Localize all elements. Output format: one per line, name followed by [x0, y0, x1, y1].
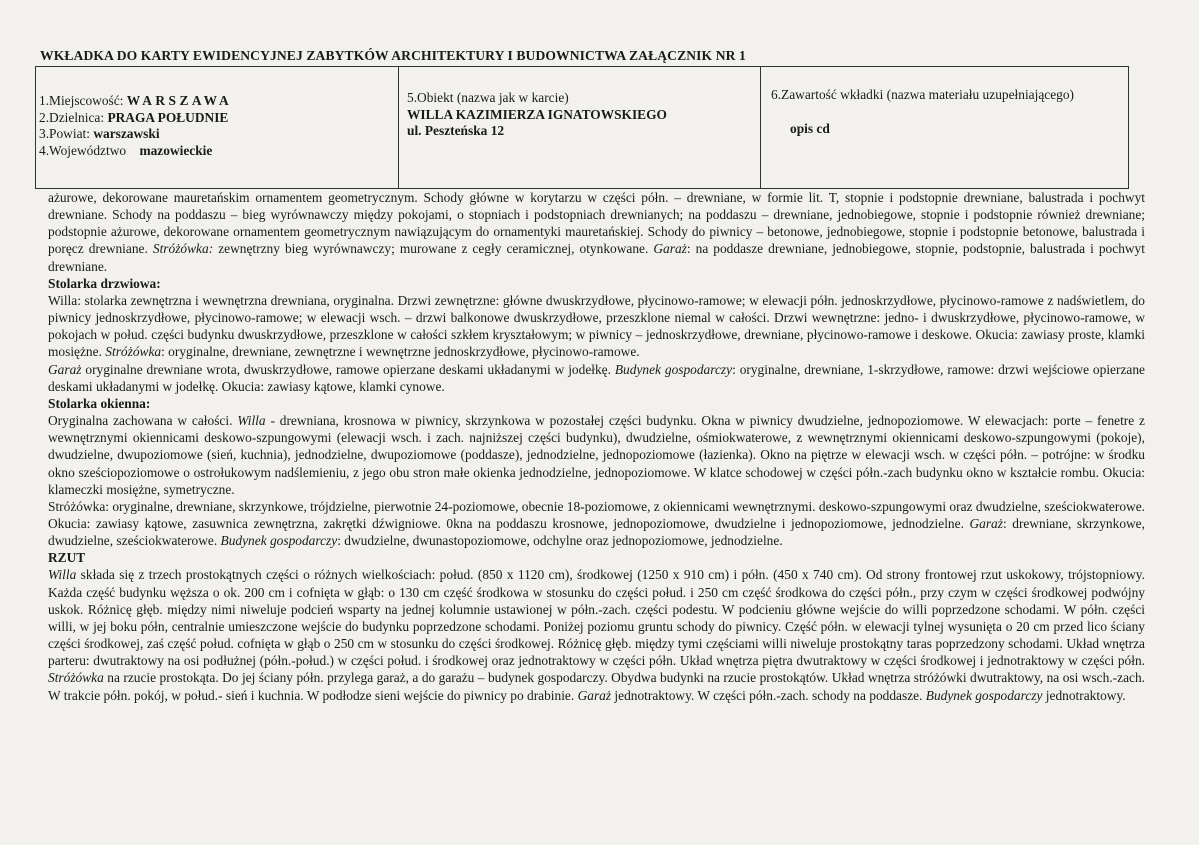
- stairs-paragraph: [48, 189, 1145, 275]
- stairs-garage-text: : na poddasze drewniane, jednobiegowe, stopnie, podstopnie, balustrada i pochwyt drewniane.: [48, 241, 1145, 274]
- voivodeship-value: mazowieckie: [139, 142, 213, 158]
- location-line: [39, 93, 398, 110]
- doors-outbuilding-text: : oryginalne, drewniane, 1-skrzydłowe, ramowe: drzwi wejściowe opierzane deskami układanymi w jodełkę. Okucia: zawiasy kątowe, klamki cynowe.: [48, 361, 1145, 394]
- district-label: 2.Dzielnica:: [39, 109, 105, 125]
- object-name: WILLA KAZIMIERZA IGNATOWSKIEGO: [407, 106, 667, 122]
- page-title: WKŁADKA DO KARTY EWIDENCYJNEJ ZABYTKÓW ARCHITEKTURY I BUDOWNICTWA ZAŁĄCZNIK NR 1: [40, 48, 746, 63]
- windows-intro: Oryginalna zachowana w całości.: [48, 413, 233, 429]
- plan-garage-text: jednotraktowy. W części półn.-zach. schody na poddasze.: [614, 687, 923, 703]
- description-body: [48, 189, 1145, 704]
- county-value: warszawski: [93, 126, 160, 141]
- plan-paragraph: [48, 566, 1145, 703]
- insert-value: opis cd: [790, 120, 830, 136]
- voivodeship-line: [39, 143, 398, 160]
- windows-outbuilding-text: : dwudzielne, dwunastopoziomowe, odchylne oraz jednopoziomowe, jednodzielne.: [337, 533, 783, 549]
- doors-garage-text: oryginalne drewniane wrota, dwuskrzydłowe, ramowe opierzane deskami układanymi w jodełkę.: [85, 361, 611, 377]
- header-table: [35, 66, 1129, 189]
- doors-text: Willa: stolarka zewnętrzna i wewnętrzna drewniana, oryginalna. Drzwi zewnętrzne: główne dwuskrzydłowe, płycinowo-ramowe; w elewacji półn. jednoskrzydłowe, płycinowo-ramowe z nadświetlem, do piwnicy jednoskrzydłowe, płycinowo-ramowe; w elewacji wsch. – drzwi balkonowe dwuskrzydłowe, przeszklone niemal w całości. Drzwi wewnętrzne: jedno- i dwuskrzydłowe, płycinowo-ramowe, w pokojach w połud. części budynku dwuskrzydłowe, przeszklone w całości szkłem kryształowym; w piwnicy – jednoskrzydłowe, drewniane, płycinowo-ramowe i deskowe. Okucia: zawiasy proste, klamki mosiężne.: [48, 292, 1145, 360]
- object-label: 5.Obiekt (nazwa jak w karcie): [407, 90, 569, 105]
- object-address: ul. Peszteńska 12: [407, 123, 505, 138]
- doors-guardhouse-text: : oryginalne, drewniane, zewnętrzne i wewnętrzne jednoskrzydłowe, płycinowo-ramowe.: [161, 344, 640, 360]
- insert-cell: [761, 67, 1128, 188]
- object-cell: [399, 67, 761, 188]
- windows-villa-label: Willa: [237, 413, 266, 429]
- windows-garage-text: : drewniane, skrzynkowe, dwudzielne, sześciokwaterowe.: [48, 515, 1145, 549]
- district-value: PRAGA POŁUDNIE: [107, 109, 229, 125]
- windows-outbuilding-label: Budynek gospodarczy: [220, 533, 338, 549]
- location-value: WARSZAWA: [126, 93, 233, 108]
- county-label: 3.Powiat:: [39, 126, 90, 141]
- insert-label: 6.Zawartość wkładki (nazwa materiału uzupełniającego): [771, 87, 1075, 102]
- stairs-guardhouse-text: zewnętrzny bieg wyrównawczy; murowane z cegły ceramicznej, otynkowane.: [218, 241, 649, 257]
- plan-villa-label: Willa: [48, 567, 77, 583]
- plan-villa-text: składa się z trzech prostokątnych części o różnych wielkościach: połud. (850 x 1120 cm), środkowej (1250 x 910 cm) i półn. (450 x 740 cm). Od strony frontowej rzut uskokowy, trójstopniowy. Każda część budynku węższa o ok. 200 cm i cofnięta w głąb: o 130 cm część środkowa w stosunku do części połud. i 250 cm część środkowa do części półn., przy czym w części środkowej podwójny uskok. Różnicę głęb. między nimi niweluje podcień wsparty na jednej kolumnie ustawionej w półn.-zach. części podestu. W podcieniu główne wejście do willi poprzedzone schodami. W półn. części willi, w jej boku półn, centralnie umieszczone wejście do budynku poprzedzone schodami. Poniżej poziomu gruntu schody do piwnicy. Część półn. w elewacji tylnej wysunięta o 20 cm przed lico ściany części środkowej, zaś część połud. cofnięta w głąb o 250 cm w stosunku do części środkowej. Różnicę głęb. między tymi częściami willi niweluje prostokątny taras poprzedzony schodami. Układ wnętrza parteru: dwutraktowy na osi podłużnej (półn.-połud.) w części połud. i środkowej oraz jednotraktowy w części półn. Układ wnętrza piętra dwutraktowy w części środkowej i jednotraktowy w części półn.: [48, 567, 1145, 669]
- stairs-text: ażurowe, dekorowane mauretańskim ornamentem geometrycznym. Schody główne w korytarzu w części półn. – drewniane, w formie lit. T, stopnie i podstopnie drewniane, balustrada i pochwyt drewniane. Schody na poddaszu – bieg wyrównawczy między pokojami, o stopniach i podstopniach drewnianych; na poddaszu – drewniane, jednobiegowe, stopnie i podstopnie również drewniane; podstopnie ażurowe, dekorowane ornamentem geometrycznym nawiązującym do ornamentyki mauretańskiej. Schody do piwnicy – betonowe, jednobiegowe, stopnie i podstopnie betonowe, balustrada i poręcz drewniane.: [48, 190, 1145, 257]
- doors-outbuilding-label: Budynek gospodarczy: [614, 361, 733, 377]
- windows-heading: Stolarka okienna:: [48, 395, 151, 411]
- doors-garage-label: Garaż: [48, 361, 82, 377]
- windows-paragraph: [48, 412, 1145, 498]
- county-line: [39, 126, 398, 143]
- windows-garage-label: Garaż: [969, 515, 1003, 531]
- windows-guardhouse-text: Stróżówka: oryginalne, drewniane, skrzynkowe, trójdzielne, pierwotnie 24-poziomowe, obecnie 18-poziomowe, z okiennicami wewnętrznymi. deskowo-szpungowymi oraz dwudzielne, sześciokwaterowe. Okucia: zawiasy kątowe, zasuwnica zewnętrzna, zakrętki dźwigniowe. 0kna na poddaszu krosnowe, jednopoziomowe, dwudzielne i jednopoziomowe, jednodzielne.: [48, 498, 1145, 531]
- plan-guardhouse-label: Stróżówka: [48, 670, 104, 686]
- location-label: 1.Miejscowość:: [39, 93, 124, 108]
- stairs-garage-label: Garaż: [653, 241, 687, 257]
- location-cell: [36, 67, 399, 188]
- windows-guardhouse-paragraph: [48, 498, 1145, 549]
- district-line: [39, 110, 398, 127]
- plan-guardhouse-text: na rzucie prostokąta. Do jej ściany półn. przylega garaż, a do garażu – budynek gospodarczy. Obydwa budynki na rzucie prostokątów. Układ wnętrza stróżówki dwutraktowy, na osi wsch.-zach. W trakcie półn. pokój, w połud.- sień i kuchnia. W podłodze sieni wejście do piwnicy po drabinie.: [48, 670, 1145, 703]
- voivodeship-label: 4.Województwo: [39, 142, 127, 158]
- plan-heading: RZUT: [48, 550, 86, 566]
- plan-garage-label: Garaż: [577, 687, 612, 703]
- stairs-guardhouse-label: Stróżówka:: [152, 241, 214, 257]
- plan-outbuilding-text: jednotraktowy.: [1045, 687, 1126, 703]
- windows-villa-text: - drewniana, krosnowa w piwnicy, skrzynkowa w pozostałej części budynku. Okna w piwnicy dwudzielne, jednopoziomowe. W elewacjach: porte – fenetre z wewnętrznymi okiennicami deskowo-szpungowymi (elewacji wsch. i zach. najniższej części budynku), dwudzielne, ośmiokwaterowe, z wewnętrznymi okiennicami deskowo-szpungowymi (pokoje), dwudzielne, dwupoziomowe (sień, kuchnia), jednodzielne, dwupoziomowe (poddasze), jednodzielne, jednopoziomowe (łazienka). Okno na piętrze w elewacji wsch. w części półn. – potrójne: w środku okno sześciopoziomowe o ostrołukowym nadślemieniu, z jego obu stron małe okienka jednodzielne, jednopoziomowe. W klatce schodowej w części półn.-zach budynku okno w kształcie rombu. Okucia: klameczki mosiężne, symetryczne.: [48, 413, 1146, 497]
- doors-paragraph: [48, 292, 1145, 361]
- doors-garage-paragraph: [48, 361, 1145, 395]
- plan-outbuilding-label: Budynek gospodarczy: [925, 687, 1043, 703]
- doors-guardhouse-label: Stróżówka: [105, 344, 162, 360]
- doors-heading: Stolarka drzwiowa:: [48, 275, 161, 291]
